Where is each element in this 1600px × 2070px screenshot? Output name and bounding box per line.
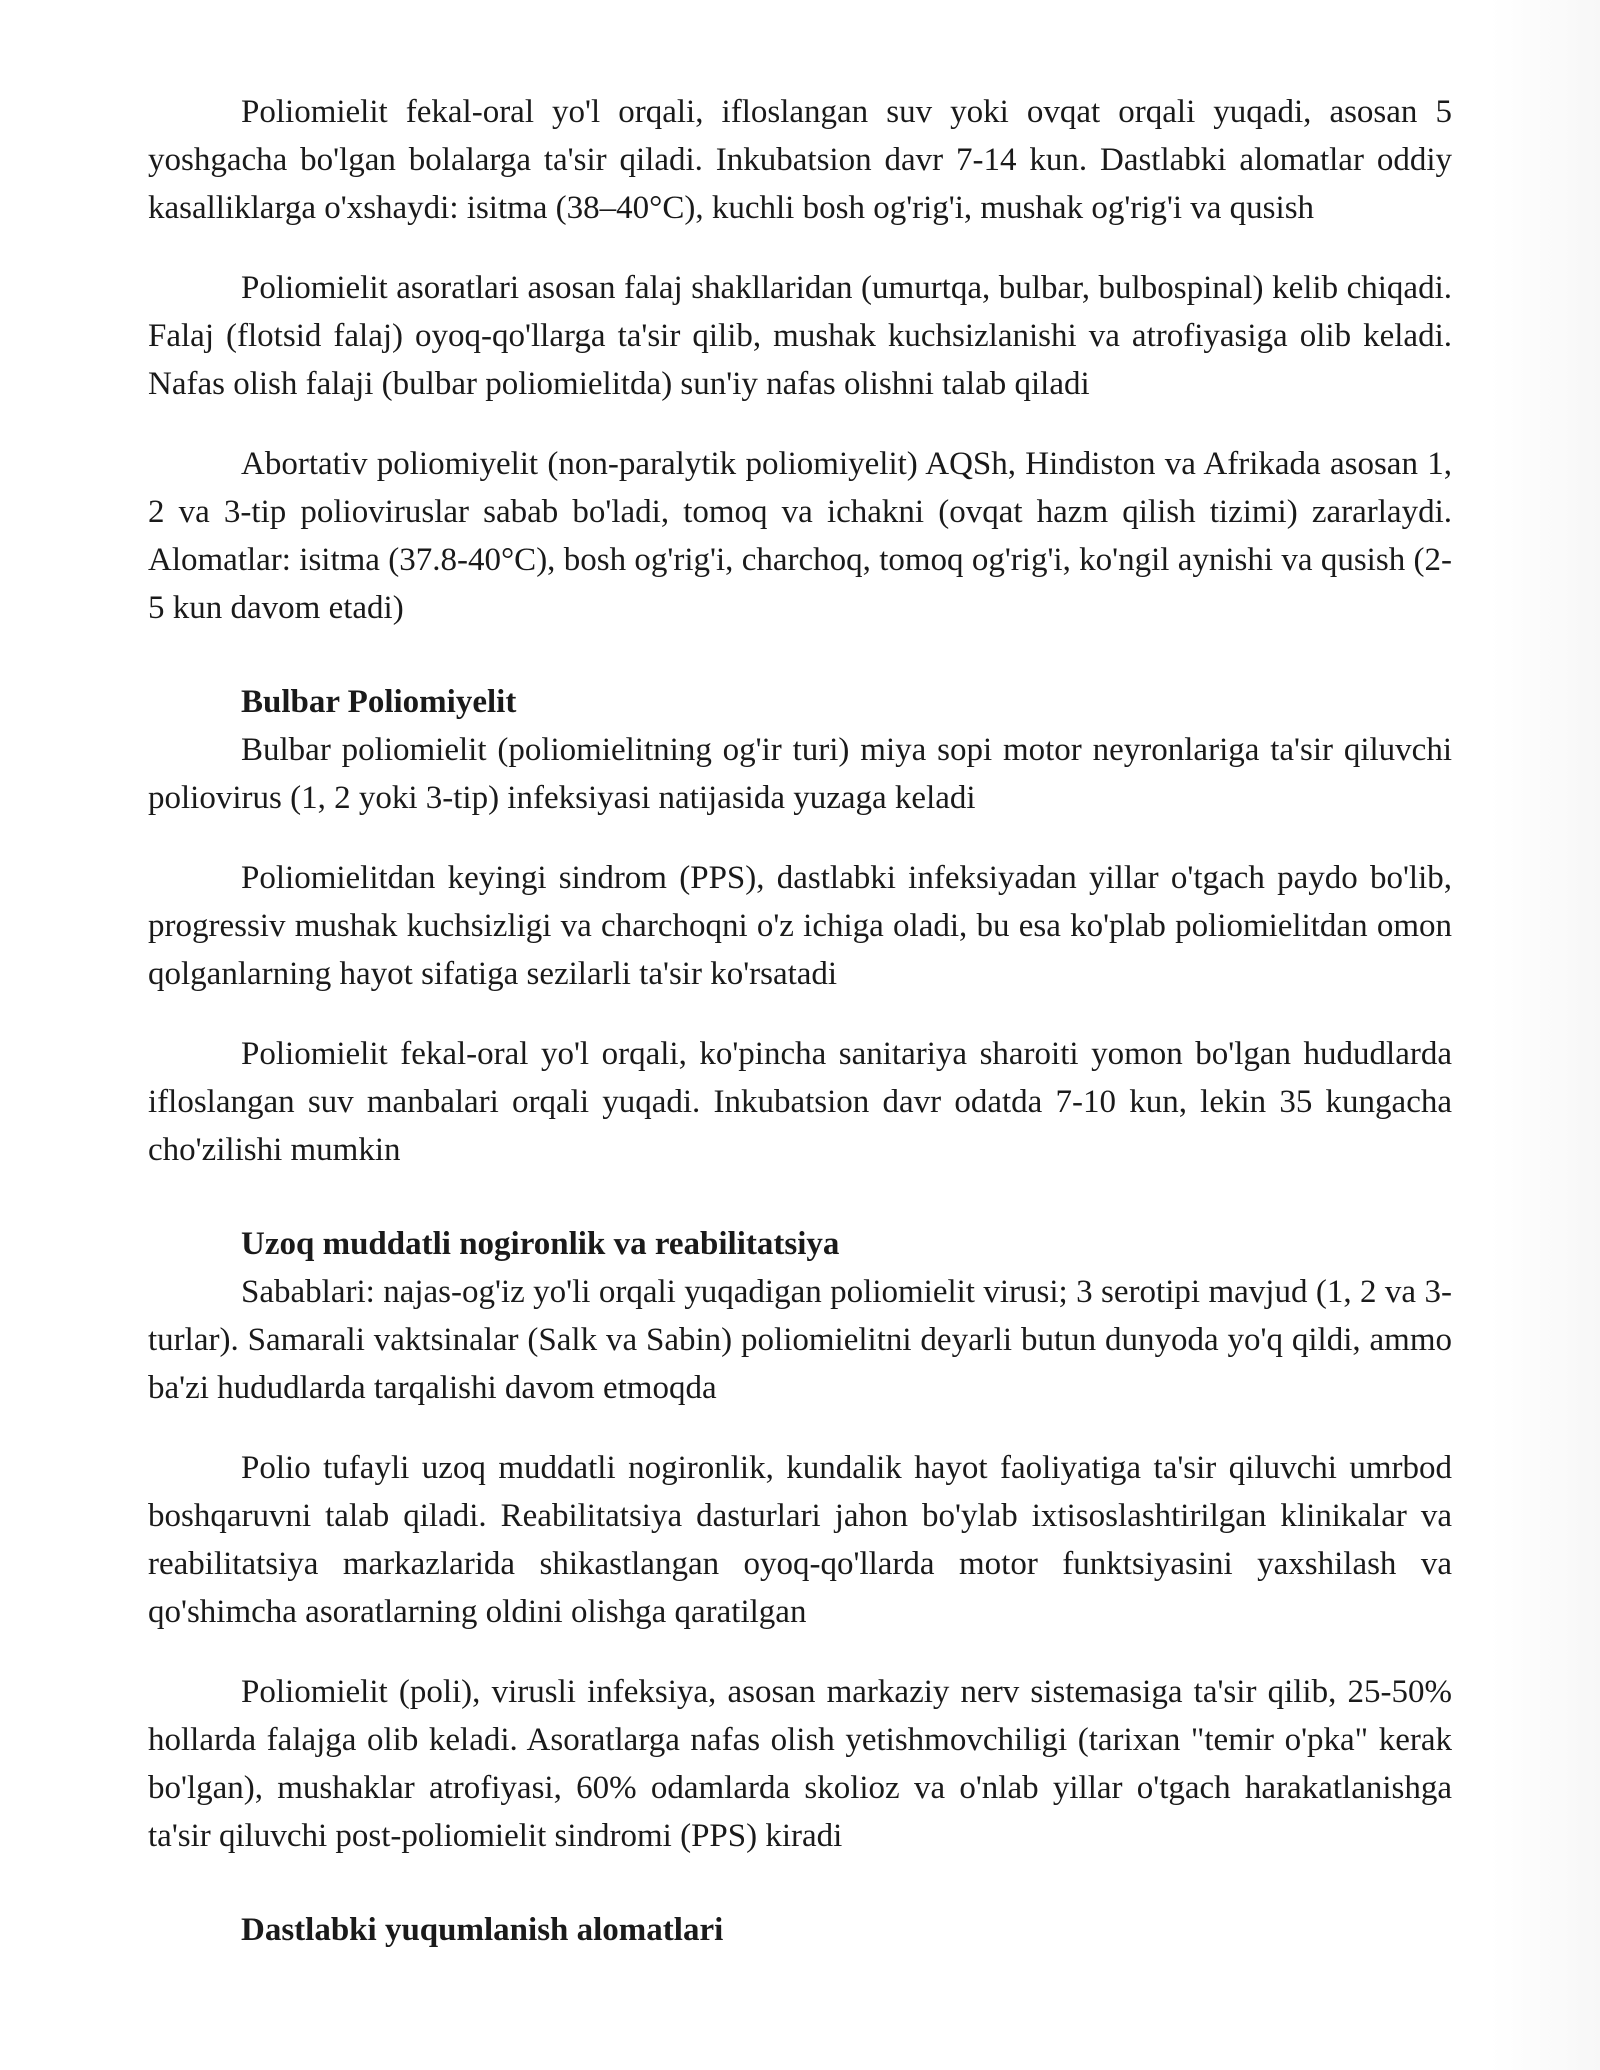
paragraph-polio-overview: Poliomielit (poli), virusli infeksiya, asosan markaziy nerv sistemasiga ta'sir qilib, 25-50% hollarda falajga olib keladi. Asoratlarga nafas olish yetishmovchiligi (tarixan "temir o'pka" kerak bo'lgan), mushaklar atrofiyasi, 60% odamlarda skolioz va o'nlab yillar o'tgach harakatlanishga ta'sir qiluvchi post-poliomielit sindromi (PPS) kiradi <box>148 1674 1452 1854</box>
paragraph-complications: Poliomielit asoratlari asosan falaj shakllaridan (umurtqa, bulbar, bulbospinal) kelib chiqadi. Falaj (flotsid falaj) oyoq-qo'llarga ta'sir qilib, mushak kuchsizlanishi va atrofiyasiga olib keladi. Nafas olish falaji (bulbar poliomielitda) sun'iy nafas olishni talab qiladi <box>148 270 1452 402</box>
heading-long-term-disability: Uzoq muddatli nogironlik va reabilitatsiya <box>241 1226 840 1262</box>
heading-bulbar-polio: Bulbar Poliomiyelit <box>241 684 517 720</box>
page-edge-shading <box>1490 0 1600 2070</box>
paragraph-causes: Sabablari: najas-og'iz yo'li orqali yuqadigan poliomielit virusi; 3 serotipi mavjud (1, 2 va 3-turlar). Samarali vaktsinalar (Salk va Sabin) poliomielitni deyarli butun dunyoda yo'q qildi, ammo ba'zi hududlarda tarqalishi davom etmoqda <box>148 1274 1452 1406</box>
paragraph-rehabilitation: Polio tufayli uzoq muddatli nogironlik, kundalik hayot faoliyatiga ta'sir qiluvchi umrbod boshqaruvni talab qiladi. Reabilitatsiya dasturlari jahon bo'ylab ixtisoslashtirilgan klinikalar va reabilitatsiya markazlarida shikastlangan oyoq-qo'llarda motor funktsiyasini yaxshilash va qo'shimcha asoratlarning oldini olishga qaratilgan <box>148 1450 1452 1630</box>
paragraph-abortive-polio: Abortativ poliomiyelit (non-paralytik poliomiyelit) AQSh, Hindiston va Afrikada asosan 1, 2 va 3-tip polioviruslar sabab bo'ladi, tomoq va ichakni (ovqat hazm qilish tizimi) zararlaydi. Alomatlar: isitma (37.8-40°C), bosh og'rig'i, charchoq, tomoq og'rig'i, ko'ngil aynishi va qusish (2-5 kun davom etadi) <box>148 446 1452 626</box>
heading-early-symptoms: Dastlabki yuqumlanish alomatlari <box>241 1912 724 1948</box>
paragraph-transmission: Poliomielit fekal-oral yo'l orqali, ifloslangan suv yoki ovqat orqali yuqadi, asosan 5 yoshgacha bo'lgan bolalarga ta'sir qiladi. Inkubatsion davr 7-14 kun. Dastlabki alomatlar oddiy kasalliklarga o'xshaydi: isitma (38–40°C), kuchli bosh og'rig'i, mushak og'rig'i va qusish <box>148 94 1452 226</box>
paragraph-post-polio-syndrome: Poliomielitdan keyingi sindrom (PPS), dastlabki infeksiyadan yillar o'tgach paydo bo'lib, progressiv mushak kuchsizligi va charchoqni o'z ichiga oladi, bu esa ko'plab poliomielitdan omon qolganlarning hayot sifatiga sezilarli ta'sir ko'rsatadi <box>148 860 1452 992</box>
document-page <box>148 88 1452 1954</box>
paragraph-bulbar-polio: Bulbar poliomielit (poliomielitning og'ir turi) miya sopi motor neyronlariga ta'sir qiluvchi poliovirus (1, 2 yoki 3-tip) infeksiyasi natijasida yuzaga keladi <box>148 732 1452 816</box>
paragraph-incubation: Poliomielit fekal-oral yo'l orqali, ko'pincha sanitariya sharoiti yomon bo'lgan hududlarda ifloslangan suv manbalari orqali yuqadi. Inkubatsion davr odatda 7-10 kun, lekin 35 kungacha cho'zilishi mumkin <box>148 1036 1452 1168</box>
